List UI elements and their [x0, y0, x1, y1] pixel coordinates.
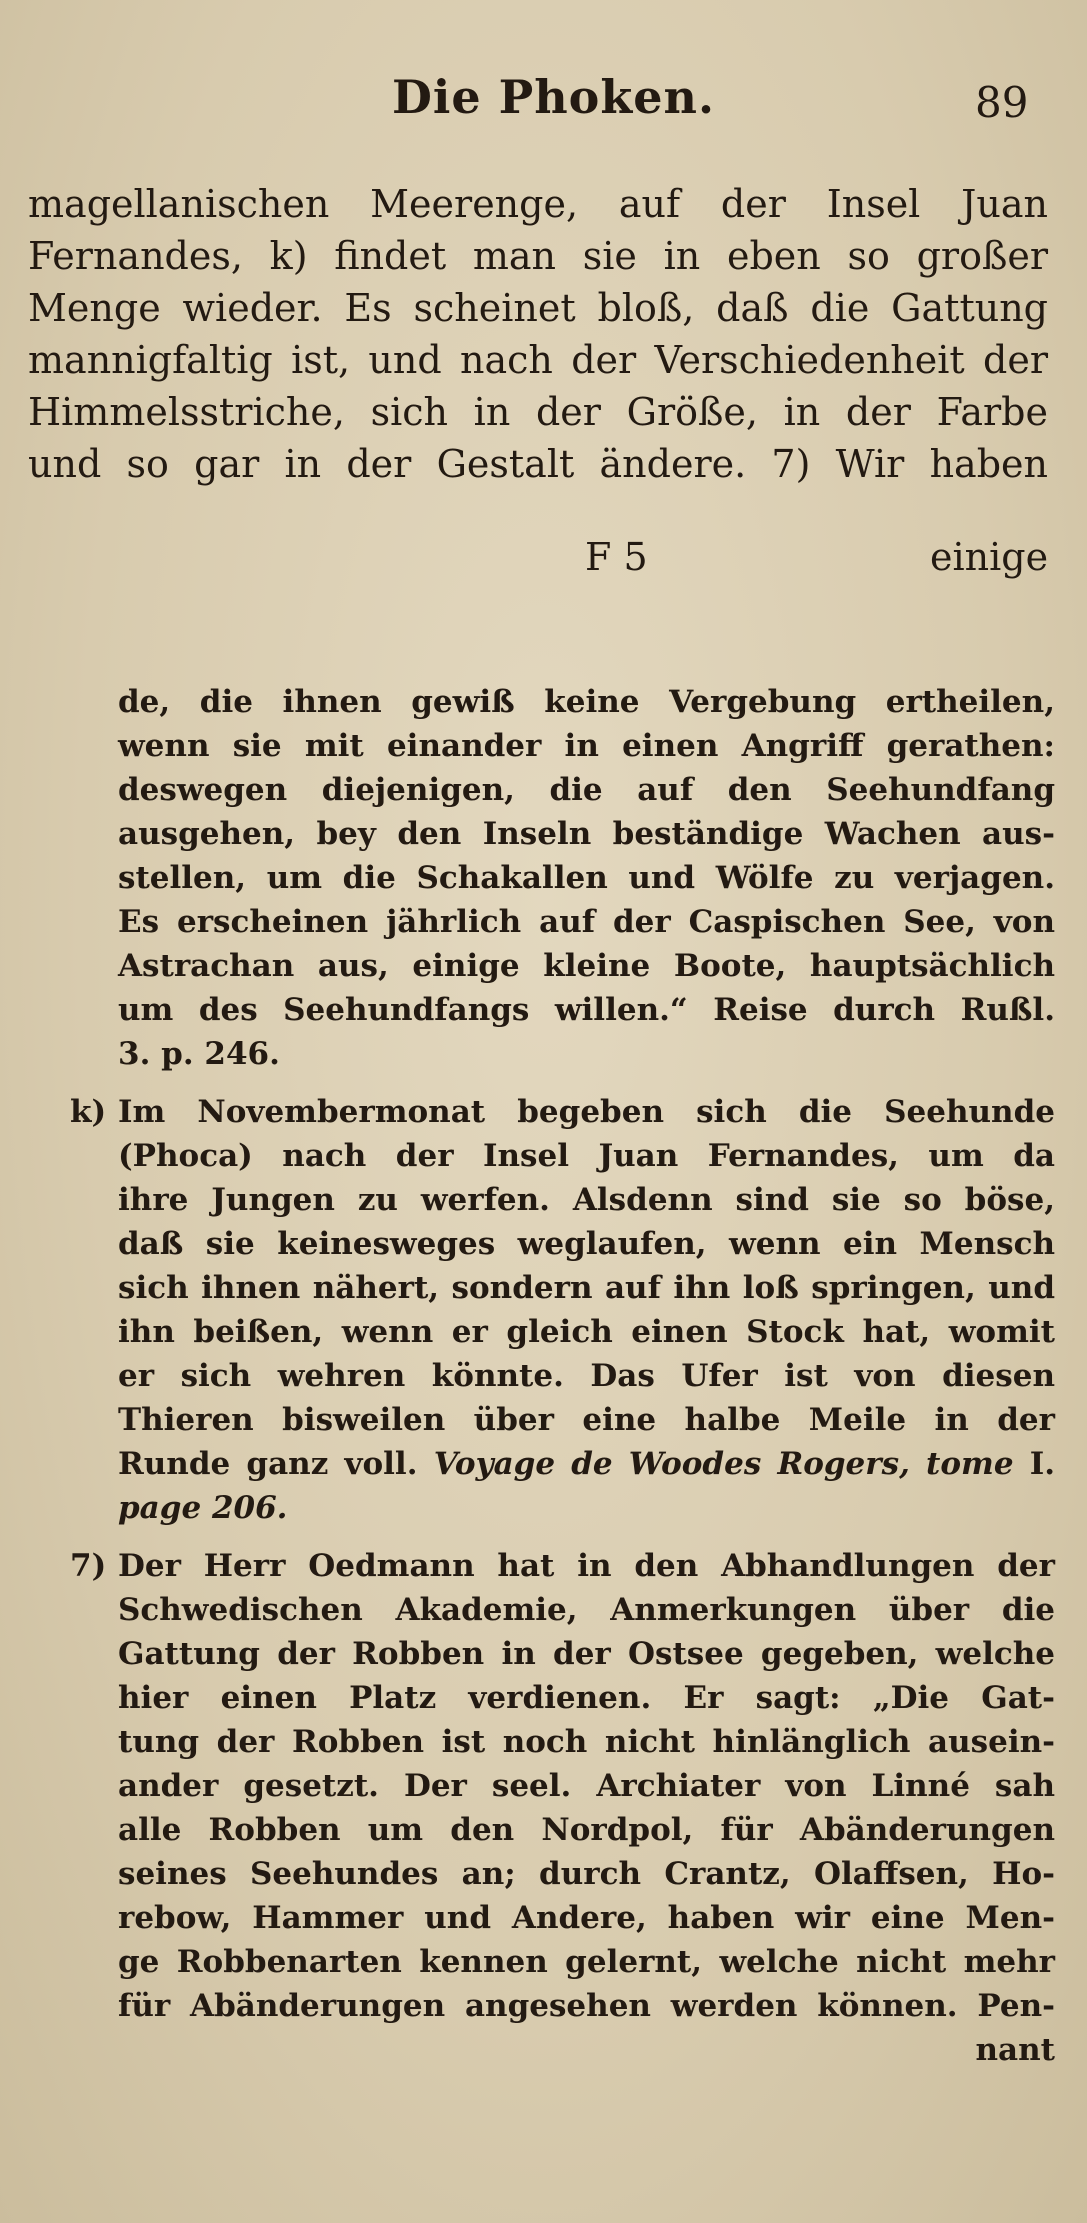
- footnote-line: um des Seehundfangs willen.“ Reise durch Rußl.: [118, 992, 1055, 1028]
- footnotes-section: [70, 680, 1055, 2086]
- footnote-continuation: [70, 680, 1055, 1076]
- footnote-line: tung der Robben ist noch nicht hinlänglich ausein-: [118, 1724, 1055, 1760]
- main-text-line: Himmelsstriche, sich in der Größe, in der Farbe: [28, 390, 1048, 434]
- footnote-line: Thieren bisweilen über eine halbe Meile in der: [118, 1402, 1055, 1438]
- footnote-line: rebow, Hammer und Andere, haben wir eine Men-: [118, 1900, 1055, 1936]
- citation-page: page 206.: [118, 1490, 288, 1526]
- footnote-citation-line: [118, 1442, 1055, 1486]
- citation-title: Voyage de Woodes Rogers, tome: [433, 1446, 1014, 1482]
- footnote-line: ihre Jungen zu werfen. Alsdenn sind sie so böse,: [118, 1182, 1055, 1218]
- signature-row: [0, 535, 1087, 591]
- footnote-line: ander gesetzt. Der seel. Archiater von Linné sah: [118, 1768, 1055, 1804]
- main-text-line: Menge wieder. Es scheinet bloß, daß die Gattung: [28, 286, 1048, 330]
- footnote-line: Astrachan aus, einige kleine Boote, hauptsächlich: [118, 948, 1055, 984]
- main-text-line: magellanischen Meerenge, auf der Insel Juan: [28, 182, 1048, 226]
- footnote-line: deswegen diejenigen, die auf den Seehundfang: [118, 772, 1055, 808]
- footnote-line: ge Robbenarten kennen gelernt, welche nicht mehr: [118, 1944, 1055, 1980]
- footnote-line: Es erscheinen jährlich auf der Caspischen See, von: [118, 904, 1055, 940]
- main-text-line: Fernandes, k) findet man sie in eben so großer: [28, 234, 1048, 278]
- page-header: [0, 62, 1087, 142]
- footnote-line: sich ihnen nähert, sondern auf ihn loß springen, und: [118, 1270, 1055, 1306]
- footnote-line: wenn sie mit einander in einen Angriff gerathen:: [118, 728, 1055, 764]
- footnote-line: Gattung der Robben in der Ostsee gegeben, welche: [118, 1636, 1055, 1672]
- footnote-catchword: nant: [975, 2032, 1055, 2068]
- main-text-line: und so gar in der Gestalt ändere. 7) Wir haben: [28, 442, 1048, 486]
- main-text-line: mannigfaltig ist, und nach der Verschiedenheit der: [28, 338, 1048, 382]
- footnote-line: für Abänderungen angesehen werden können. Pen-: [118, 1988, 1055, 2024]
- footnote-line: de, die ihnen gewiß keine Vergebung ertheilen,: [118, 684, 1055, 720]
- main-text-block: [28, 178, 1048, 490]
- footnote-line: (Phoca) nach der Insel Juan Fernandes, um da: [118, 1138, 1055, 1174]
- footnote-line: Schwedischen Akademie, Anmerkungen über die: [118, 1592, 1055, 1628]
- footnote-line: ausgehen, bey den Inseln beständige Wachen aus-: [118, 816, 1055, 852]
- footnote-k: [70, 1090, 1055, 1530]
- catchword: einige: [930, 535, 1049, 579]
- footnote-marker-k: k): [70, 1094, 107, 1130]
- footnote-line: er sich wehren könnte. Das Ufer ist von diesen: [118, 1358, 1055, 1394]
- footnote-text: Runde ganz voll.: [118, 1446, 418, 1482]
- footnote-marker-7: 7): [70, 1548, 107, 1584]
- footnote-line: seines Seehundes an; durch Crantz, Olaffsen, Ho-: [118, 1856, 1055, 1892]
- footnote-line: stellen, um die Schakallen und Wölfe zu verjagen.: [118, 860, 1055, 896]
- citation-volume: I.: [1029, 1446, 1056, 1482]
- footnote-line: alle Robben um den Nordpol, für Abänderungen: [118, 1812, 1055, 1848]
- footnote-line: Der Herr Oedmann hat in den Abhandlungen der: [118, 1548, 1055, 1584]
- printer-signature: F 5: [585, 535, 648, 579]
- footnote-line: hier einen Platz verdienen. Er sagt: „Die Gat-: [118, 1680, 1055, 1716]
- footnote-line: daß sie keinesweges weglaufen, wenn ein Mensch: [118, 1226, 1055, 1262]
- footnote-line: 3. p. 246.: [118, 1036, 280, 1072]
- page-number: 89: [975, 78, 1029, 127]
- footnote-line: ihn beißen, wenn er gleich einen Stock hat, womit: [118, 1314, 1055, 1350]
- footnote-7: [70, 1544, 1055, 2072]
- footnote-line: Im Novembermonat begeben sich die Seehunde: [118, 1094, 1055, 1130]
- running-title: Die Phoken.: [392, 70, 715, 124]
